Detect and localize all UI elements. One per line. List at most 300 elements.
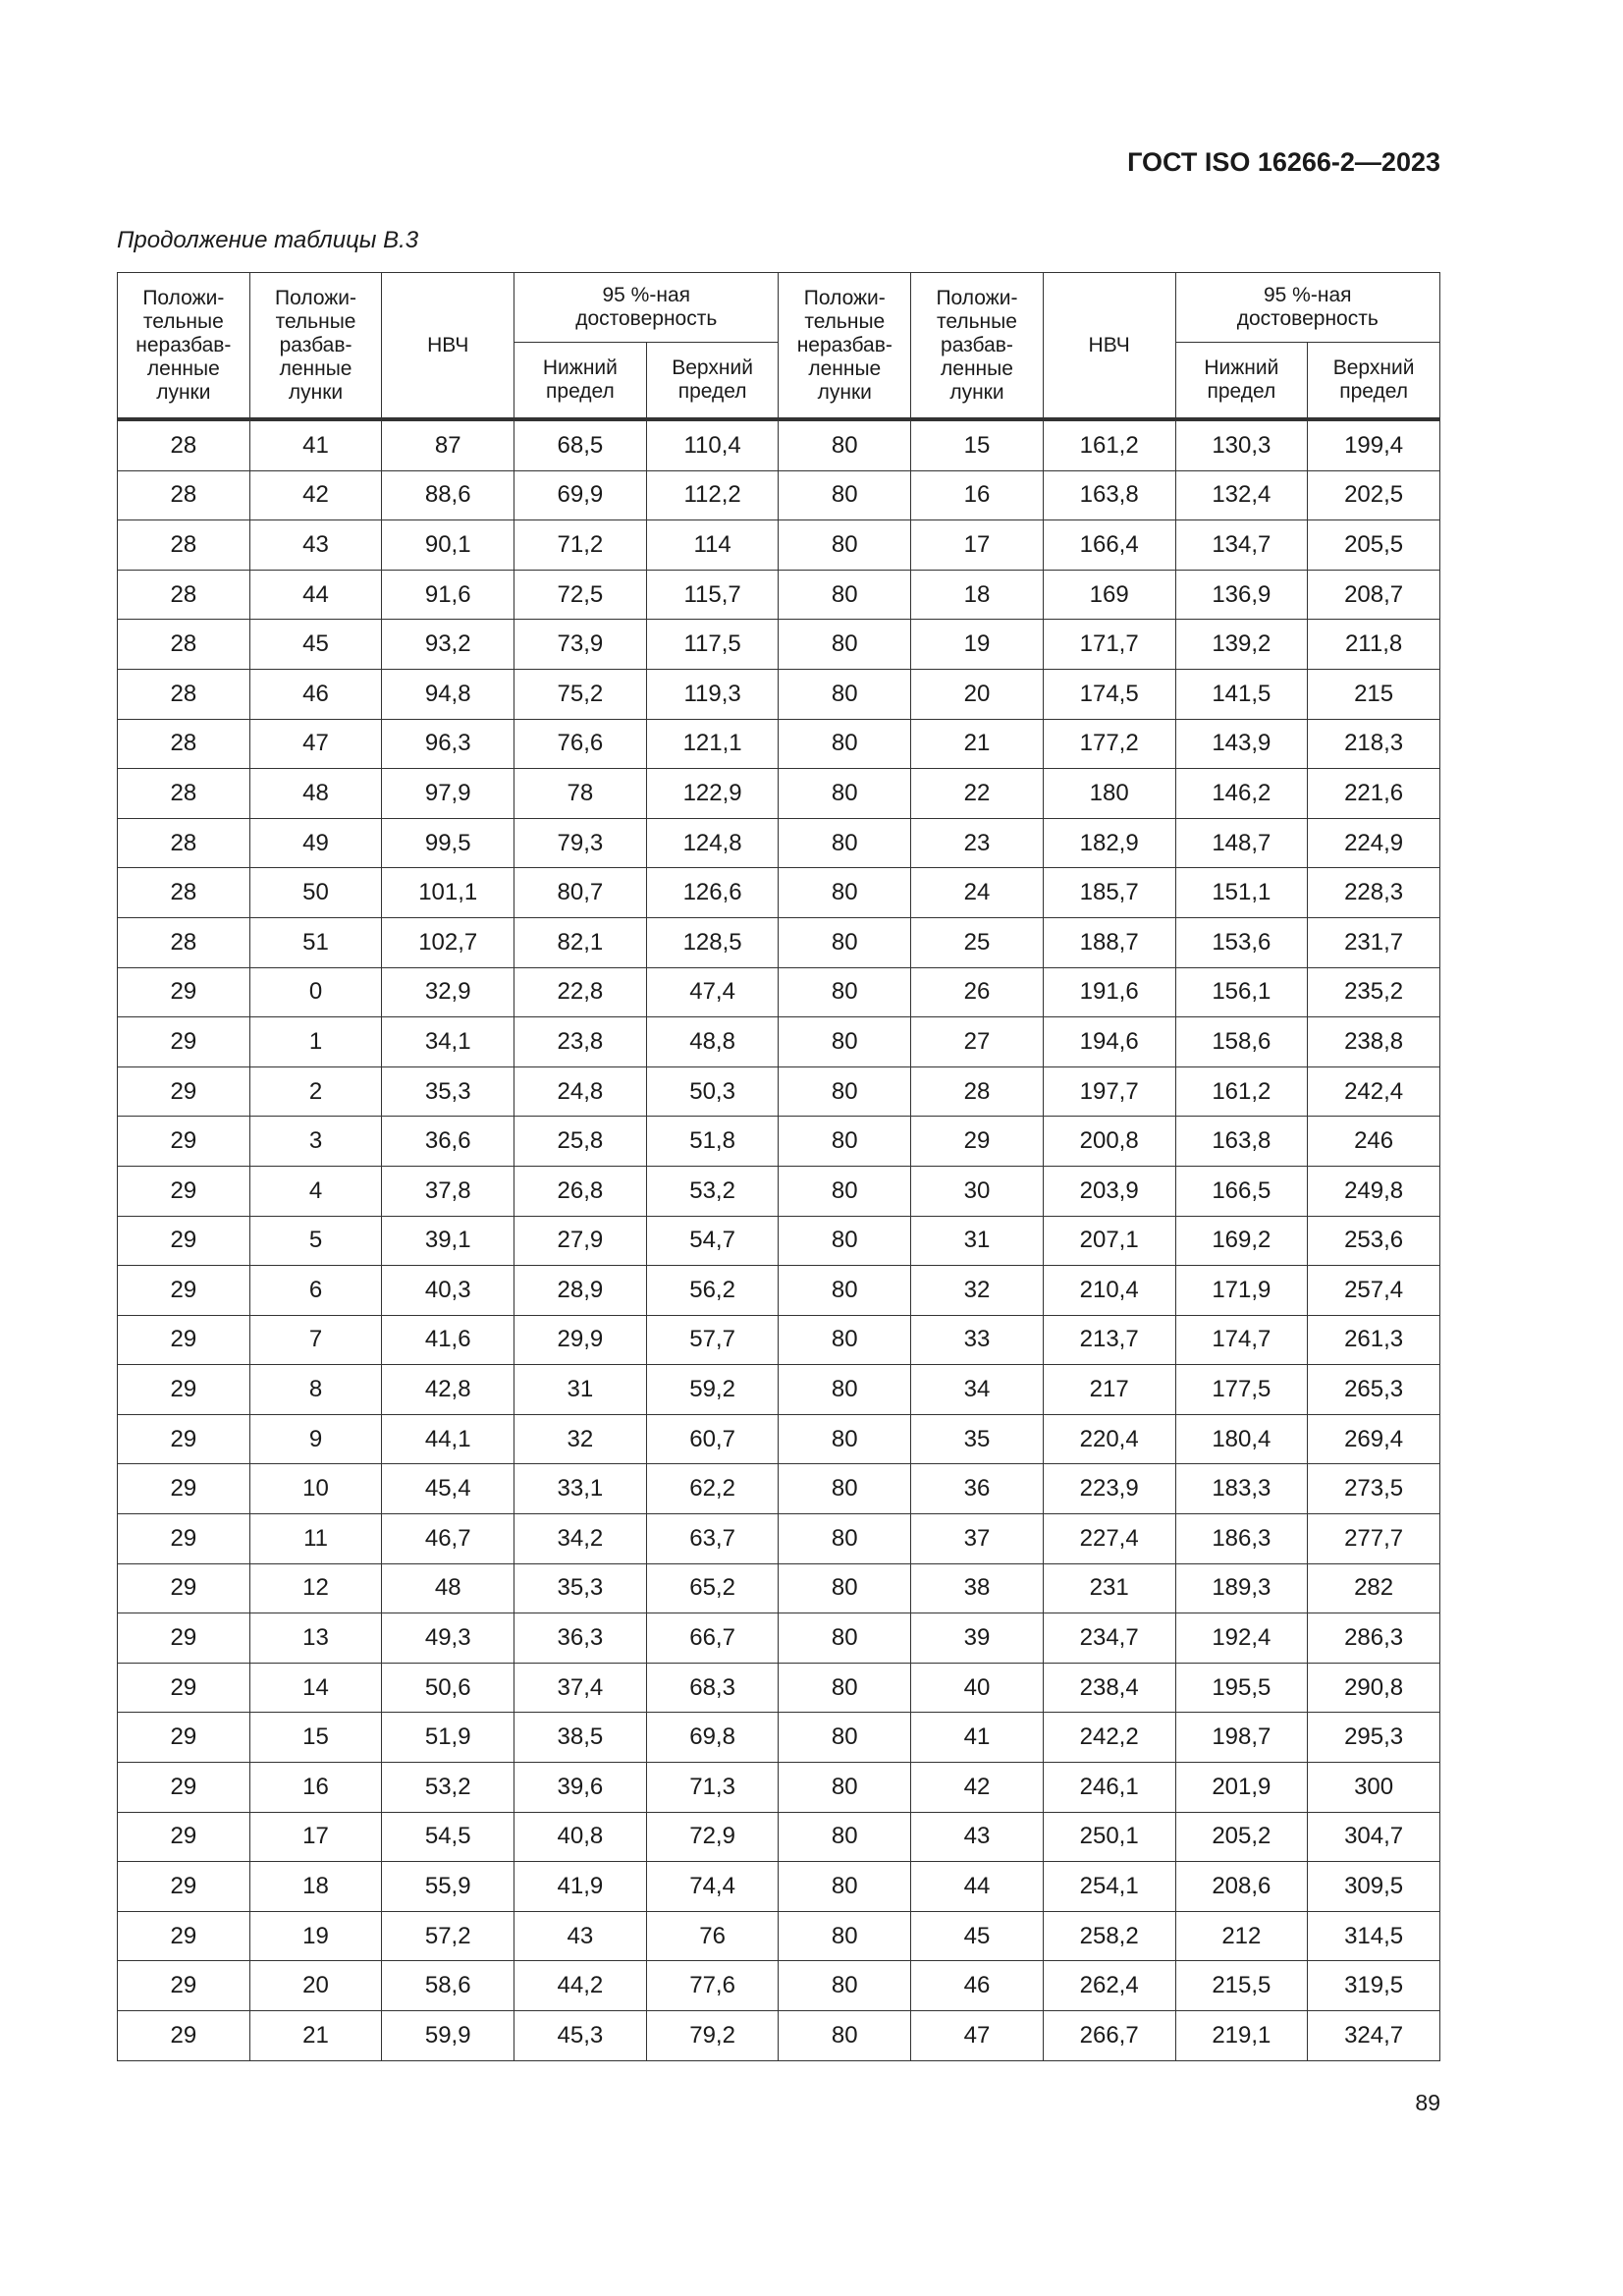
table-row (118, 2011, 1440, 2061)
table-cell: 6 (249, 1266, 382, 1316)
table-cell: 34,1 (382, 1017, 514, 1067)
table-cell: 88,6 (382, 470, 514, 520)
table-cell: 32 (514, 1414, 647, 1464)
table-cell: 80 (779, 1315, 911, 1365)
table-cell: 54,7 (646, 1216, 779, 1266)
table-cell: 80 (779, 1166, 911, 1216)
table-cell: 76,6 (514, 719, 647, 769)
table-cell: 69,8 (646, 1713, 779, 1763)
header-pos-diluted-2 (911, 273, 1044, 420)
table-header (118, 273, 1440, 420)
table-cell: 177,5 (1175, 1365, 1308, 1415)
table-cell: 250,1 (1043, 1812, 1175, 1862)
table-cell: 195,5 (1175, 1663, 1308, 1713)
table-cell: 76 (646, 1911, 779, 1961)
table-cell: 28 (118, 419, 250, 470)
table-cell: 44,1 (382, 1414, 514, 1464)
table-cell: 55,9 (382, 1862, 514, 1912)
table-cell: 68,3 (646, 1663, 779, 1713)
table-cell: 9 (249, 1414, 382, 1464)
table-cell: 80 (779, 520, 911, 571)
table-cell: 68,5 (514, 419, 647, 470)
header-text: Положи- тельные неразбав- ленные лунки (135, 286, 232, 404)
table-cell: 46 (249, 669, 382, 719)
table-row (118, 1812, 1440, 1862)
table-cell: 46 (911, 1961, 1044, 2011)
table-cell: 29 (118, 1613, 250, 1664)
table-cell: 182,9 (1043, 818, 1175, 868)
table-row (118, 1266, 1440, 1316)
table-cell: 39 (911, 1613, 1044, 1664)
table-cell: 28 (118, 917, 250, 967)
table-cell: 97,9 (382, 769, 514, 819)
table-cell: 18 (911, 570, 1044, 620)
table-row (118, 818, 1440, 868)
table-cell: 234,7 (1043, 1613, 1175, 1664)
table-cell: 91,6 (382, 570, 514, 620)
table-row (118, 1713, 1440, 1763)
table-cell: 112,2 (646, 470, 779, 520)
table-cell: 28 (118, 669, 250, 719)
table-cell: 80 (779, 1862, 911, 1912)
table-cell: 93,2 (382, 620, 514, 670)
table-row (118, 868, 1440, 918)
table-cell: 47,4 (646, 967, 779, 1017)
table-cell: 21 (911, 719, 1044, 769)
table-row (118, 1464, 1440, 1514)
table-cell: 211,8 (1308, 620, 1440, 670)
table-cell: 57,2 (382, 1911, 514, 1961)
table-body (118, 419, 1440, 2060)
table-row (118, 1563, 1440, 1613)
table-cell: 53,2 (646, 1166, 779, 1216)
table-cell: 80 (779, 1414, 911, 1464)
table-cell: 201,9 (1175, 1763, 1308, 1813)
header-text: Положи- тельные разбав- ленные лунки (275, 286, 357, 404)
table-cell: 282 (1308, 1563, 1440, 1613)
table-cell: 7 (249, 1315, 382, 1365)
table-cell: 151,1 (1175, 868, 1308, 918)
table-cell: 228,3 (1308, 868, 1440, 918)
table-cell: 12 (249, 1563, 382, 1613)
table-cell: 80 (779, 967, 911, 1017)
table-cell: 59,9 (382, 2011, 514, 2061)
table-cell: 80 (779, 1812, 911, 1862)
table-cell: 231 (1043, 1563, 1175, 1613)
table-cell: 41,6 (382, 1315, 514, 1365)
header-text: Положи- тельные неразбав- ленные лунки (796, 286, 893, 404)
table-cell: 72,5 (514, 570, 647, 620)
table-cell: 114 (646, 520, 779, 571)
table-cell: 80 (779, 1365, 911, 1415)
table-cell: 148,7 (1175, 818, 1308, 868)
table-cell: 71,3 (646, 1763, 779, 1813)
table-cell: 45,3 (514, 2011, 647, 2061)
table-cell: 39,1 (382, 1216, 514, 1266)
table-row (118, 1862, 1440, 1912)
table-cell: 80 (779, 917, 911, 967)
table-cell: 219,1 (1175, 2011, 1308, 2061)
table-cell: 78 (514, 769, 647, 819)
table-cell: 223,9 (1043, 1464, 1175, 1514)
table-cell: 29 (118, 1315, 250, 1365)
table-cell: 51 (249, 917, 382, 967)
table-cell: 29 (118, 1216, 250, 1266)
table-cell: 35,3 (382, 1066, 514, 1117)
table-cell: 300 (1308, 1763, 1440, 1813)
table-cell: 48 (382, 1563, 514, 1613)
table-cell: 96,3 (382, 719, 514, 769)
table-cell: 63,7 (646, 1514, 779, 1564)
table-row (118, 1663, 1440, 1713)
table-cell: 205,2 (1175, 1812, 1308, 1862)
table-cell: 73,9 (514, 620, 647, 670)
table-cell: 28 (118, 719, 250, 769)
table-cell: 231,7 (1308, 917, 1440, 967)
header-pos-undiluted (118, 273, 250, 420)
table-cell: 1 (249, 1017, 382, 1067)
table-cell: 16 (249, 1763, 382, 1813)
table-cell: 80,7 (514, 868, 647, 918)
table-cell: 51,9 (382, 1713, 514, 1763)
table-cell: 220,4 (1043, 1414, 1175, 1464)
table-cell: 29 (118, 1663, 250, 1713)
table-cell: 0 (249, 967, 382, 1017)
table-cell: 269,4 (1308, 1414, 1440, 1464)
header-confidence-2 (1175, 273, 1440, 343)
header-text: Верхний предел (1332, 356, 1415, 403)
table-cell: 215 (1308, 669, 1440, 719)
header-lower (514, 343, 647, 420)
table-cell: 80 (779, 1017, 911, 1067)
table-cell: 34,2 (514, 1514, 647, 1564)
table-cell: 29 (118, 1514, 250, 1564)
table-cell: 136,9 (1175, 570, 1308, 620)
table-cell: 17 (911, 520, 1044, 571)
table-cell: 69,9 (514, 470, 647, 520)
table-cell: 29 (118, 1414, 250, 1464)
table-cell: 208,6 (1175, 1862, 1308, 1912)
table-cell: 32,9 (382, 967, 514, 1017)
table-cell: 43 (911, 1812, 1044, 1862)
table-cell: 110,4 (646, 419, 779, 470)
table-cell: 277,7 (1308, 1514, 1440, 1564)
table-cell: 29 (118, 1365, 250, 1415)
table-cell: 50,3 (646, 1066, 779, 1117)
table-cell: 80 (779, 1117, 911, 1167)
table-cell: 5 (249, 1216, 382, 1266)
table-cell: 71,2 (514, 520, 647, 571)
table-cell: 20 (911, 669, 1044, 719)
table-cell: 80 (779, 1961, 911, 2011)
table-cell: 257,4 (1308, 1266, 1440, 1316)
table-row (118, 1961, 1440, 2011)
header-text: Нижний предел (542, 356, 618, 403)
table-cell: 80 (779, 1911, 911, 1961)
table-cell: 50 (249, 868, 382, 918)
table-cell: 28 (118, 570, 250, 620)
table-cell: 32 (911, 1266, 1044, 1316)
table-cell: 21 (249, 2011, 382, 2061)
table-row (118, 769, 1440, 819)
table-cell: 185,7 (1043, 868, 1175, 918)
table-cell: 130,3 (1175, 419, 1308, 470)
table-cell: 17 (249, 1812, 382, 1862)
table-cell: 153,6 (1175, 917, 1308, 967)
table-cell: 2 (249, 1066, 382, 1117)
table-cell: 266,7 (1043, 2011, 1175, 2061)
table-cell: 57,7 (646, 1315, 779, 1365)
header-text: 95 %-ная достоверность (575, 284, 718, 330)
table-cell: 324,7 (1308, 2011, 1440, 2061)
table-cell: 221,6 (1308, 769, 1440, 819)
table-cell: 122,9 (646, 769, 779, 819)
table-cell: 171,9 (1175, 1266, 1308, 1316)
table-cell: 197,7 (1043, 1066, 1175, 1117)
header-mpn (382, 273, 514, 420)
table-cell: 43 (514, 1911, 647, 1961)
table-row (118, 1117, 1440, 1167)
table-cell: 15 (249, 1713, 382, 1763)
table-cell: 180 (1043, 769, 1175, 819)
table-cell: 48,8 (646, 1017, 779, 1067)
table-cell: 158,6 (1175, 1017, 1308, 1067)
table-cell: 304,7 (1308, 1812, 1440, 1862)
table-cell: 50,6 (382, 1663, 514, 1713)
table-cell: 119,3 (646, 669, 779, 719)
table-cell: 161,2 (1043, 419, 1175, 470)
header-text: Нижний предел (1204, 356, 1279, 403)
table-cell: 42 (249, 470, 382, 520)
table-row (118, 570, 1440, 620)
table-cell: 59,2 (646, 1365, 779, 1415)
table-cell: 26,8 (514, 1166, 647, 1216)
table-cell: 29 (118, 1017, 250, 1067)
table-cell: 218,3 (1308, 719, 1440, 769)
table-cell: 290,8 (1308, 1663, 1440, 1713)
table-cell: 44 (911, 1862, 1044, 1912)
table-cell: 28 (118, 520, 250, 571)
table-cell: 132,4 (1175, 470, 1308, 520)
table-cell: 51,8 (646, 1117, 779, 1167)
table-cell: 29 (118, 1563, 250, 1613)
table-row (118, 1613, 1440, 1664)
table-cell: 36,3 (514, 1613, 647, 1664)
table-cell: 213,7 (1043, 1315, 1175, 1365)
table-cell: 180,4 (1175, 1414, 1308, 1464)
table-row (118, 1216, 1440, 1266)
table-cell: 174,5 (1043, 669, 1175, 719)
table-cell: 45 (911, 1911, 1044, 1961)
table-cell: 45,4 (382, 1464, 514, 1514)
table-row (118, 719, 1440, 769)
table-cell: 238,4 (1043, 1663, 1175, 1713)
table-cell: 29 (118, 1911, 250, 1961)
table-cell: 169,2 (1175, 1216, 1308, 1266)
table-row (118, 520, 1440, 571)
table-cell: 80 (779, 570, 911, 620)
table-cell: 3 (249, 1117, 382, 1167)
table-cell: 33,1 (514, 1464, 647, 1514)
table-cell: 156,1 (1175, 967, 1308, 1017)
table-cell: 238,8 (1308, 1017, 1440, 1067)
table-row (118, 967, 1440, 1017)
table-cell: 4 (249, 1166, 382, 1216)
table-cell: 177,2 (1043, 719, 1175, 769)
table-cell: 224,9 (1308, 818, 1440, 868)
table-cell: 273,5 (1308, 1464, 1440, 1514)
table-cell: 49 (249, 818, 382, 868)
table-cell: 44,2 (514, 1961, 647, 2011)
table-cell: 99,5 (382, 818, 514, 868)
table-cell: 39,6 (514, 1763, 647, 1813)
table-cell: 29 (118, 967, 250, 1017)
table-cell: 146,2 (1175, 769, 1308, 819)
table-cell: 117,5 (646, 620, 779, 670)
table-cell: 115,7 (646, 570, 779, 620)
table-cell: 80 (779, 669, 911, 719)
table-row (118, 1315, 1440, 1365)
table-cell: 46,7 (382, 1514, 514, 1564)
table-cell: 34 (911, 1365, 1044, 1415)
table-cell: 126,6 (646, 868, 779, 918)
table-row (118, 917, 1440, 967)
table-cell: 314,5 (1308, 1911, 1440, 1961)
table-cell: 19 (911, 620, 1044, 670)
table-cell: 215,5 (1175, 1961, 1308, 2011)
table-cell: 319,5 (1308, 1961, 1440, 2011)
table-cell: 80 (779, 1464, 911, 1514)
table-cell: 80 (779, 419, 911, 470)
table-cell: 28 (118, 620, 250, 670)
table-cell: 62,2 (646, 1464, 779, 1514)
table-cell: 29 (118, 1961, 250, 2011)
header-lower-2 (1175, 343, 1308, 420)
table-cell: 14 (249, 1663, 382, 1713)
table-cell: 75,2 (514, 669, 647, 719)
table-cell: 254,1 (1043, 1862, 1175, 1912)
table-cell: 163,8 (1175, 1117, 1308, 1167)
table-cell: 29 (118, 1713, 250, 1763)
table-cell: 28,9 (514, 1266, 647, 1316)
table-cell: 80 (779, 1713, 911, 1763)
table-cell: 205,5 (1308, 520, 1440, 571)
table-cell: 15 (911, 419, 1044, 470)
table-cell: 47 (249, 719, 382, 769)
table-cell: 227,4 (1043, 1514, 1175, 1564)
table-cell: 48 (249, 769, 382, 819)
table-cell: 253,6 (1308, 1216, 1440, 1266)
table-cell: 29 (118, 1464, 250, 1514)
table-cell: 246,1 (1043, 1763, 1175, 1813)
table-cell: 36,6 (382, 1117, 514, 1167)
table-cell: 80 (779, 719, 911, 769)
table-cell: 102,7 (382, 917, 514, 967)
table-cell: 28 (118, 769, 250, 819)
table-cell: 74,4 (646, 1862, 779, 1912)
table-cell: 80 (779, 1613, 911, 1664)
table-cell: 42 (911, 1763, 1044, 1813)
table-cell: 11 (249, 1514, 382, 1564)
table-cell: 54,5 (382, 1812, 514, 1862)
header-upper-2 (1308, 343, 1440, 420)
table-cell: 121,1 (646, 719, 779, 769)
table-cell: 191,6 (1043, 967, 1175, 1017)
table-cell: 45 (249, 620, 382, 670)
table-cell: 38,5 (514, 1713, 647, 1763)
table-row (118, 1514, 1440, 1564)
table-cell: 80 (779, 769, 911, 819)
table-cell: 38 (911, 1563, 1044, 1613)
table-cell: 41 (911, 1713, 1044, 1763)
table-cell: 58,6 (382, 1961, 514, 2011)
table-cell: 37 (911, 1514, 1044, 1564)
table-cell: 80 (779, 620, 911, 670)
table-caption: Продолжение таблицы В.3 (117, 227, 419, 253)
table-cell: 49,3 (382, 1613, 514, 1664)
table-cell: 80 (779, 1066, 911, 1117)
table-cell: 29 (118, 2011, 250, 2061)
table-cell: 65,2 (646, 1563, 779, 1613)
header-text: Положи- тельные разбав- ленные лунки (936, 286, 1018, 404)
table-cell: 80 (779, 868, 911, 918)
table-cell: 198,7 (1175, 1713, 1308, 1763)
table-cell: 80 (779, 1763, 911, 1813)
table-cell: 47 (911, 2011, 1044, 2061)
table-cell: 166,4 (1043, 520, 1175, 571)
table-cell: 18 (249, 1862, 382, 1912)
table-cell: 169 (1043, 570, 1175, 620)
header-text: НВЧ (1088, 333, 1130, 356)
table-cell: 189,3 (1175, 1563, 1308, 1613)
table-cell: 80 (779, 1216, 911, 1266)
table-cell: 261,3 (1308, 1315, 1440, 1365)
table-cell: 194,6 (1043, 1017, 1175, 1067)
table-cell: 25,8 (514, 1117, 647, 1167)
table-cell: 80 (779, 1663, 911, 1713)
table-row (118, 470, 1440, 520)
table-cell: 31 (911, 1216, 1044, 1266)
table-row (118, 1017, 1440, 1067)
table-cell: 235,2 (1308, 967, 1440, 1017)
table-cell: 41,9 (514, 1862, 647, 1912)
table-cell: 26 (911, 967, 1044, 1017)
table-cell: 56,2 (646, 1266, 779, 1316)
table-cell: 217 (1043, 1365, 1175, 1415)
table-cell: 166,5 (1175, 1166, 1308, 1216)
header-text: 95 %-ная достоверность (1236, 284, 1379, 330)
table-cell: 77,6 (646, 1961, 779, 2011)
table-cell: 27 (911, 1017, 1044, 1067)
table-cell: 80 (779, 1514, 911, 1564)
table-cell: 186,3 (1175, 1514, 1308, 1564)
table-cell: 40 (911, 1663, 1044, 1713)
table-cell: 27,9 (514, 1216, 647, 1266)
header-text: Верхний предел (672, 356, 753, 403)
table-cell: 242,4 (1308, 1066, 1440, 1117)
table-cell: 82,1 (514, 917, 647, 967)
table-cell: 242,2 (1043, 1713, 1175, 1763)
table-cell: 22,8 (514, 967, 647, 1017)
table-cell: 19 (249, 1911, 382, 1961)
table-cell: 42,8 (382, 1365, 514, 1415)
table-cell: 143,9 (1175, 719, 1308, 769)
table-cell: 188,7 (1043, 917, 1175, 967)
table-cell: 171,7 (1043, 620, 1175, 670)
table-cell: 22 (911, 769, 1044, 819)
table-cell: 23 (911, 818, 1044, 868)
table-cell: 309,5 (1308, 1862, 1440, 1912)
